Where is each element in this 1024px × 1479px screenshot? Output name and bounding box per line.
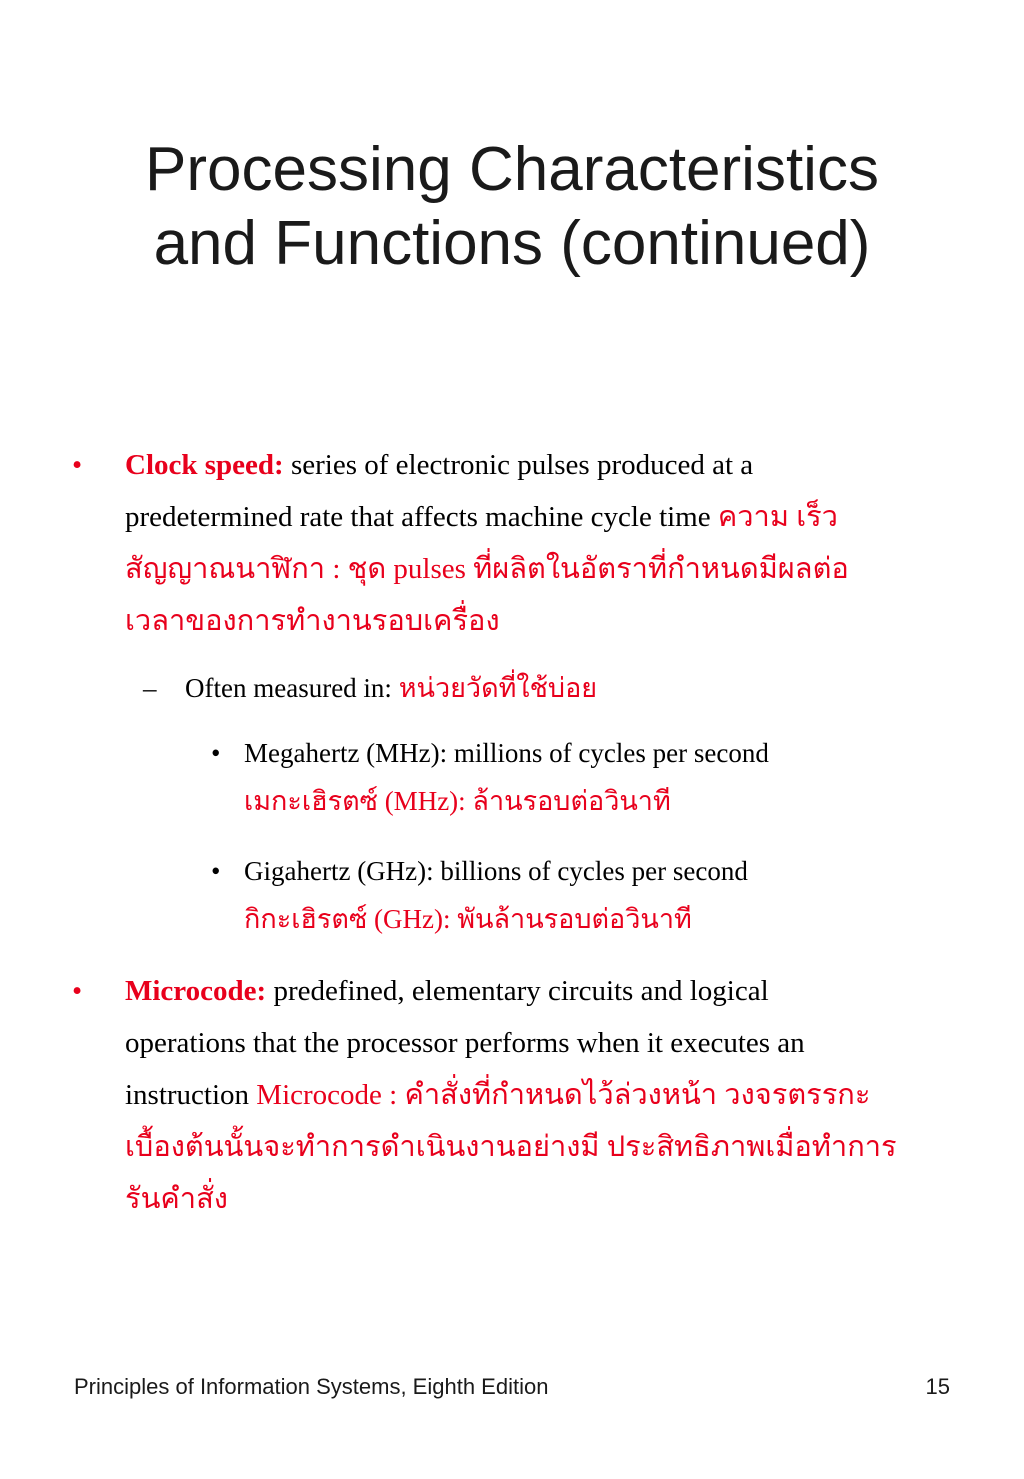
sub-bullet-measured — [185, 664, 945, 712]
clock-speed-thai-line-1: ความ เร็ว — [717, 501, 838, 533]
microcode-thai-line-1: Microcode : คำสั่งที่กำหนดไว้ล่วงหน้า วงจรตรรกะ — [256, 1079, 871, 1111]
clock-speed-thai-line-3: เวลาของการทำงานรอบเครื่อง — [125, 605, 500, 637]
microcode-definition-line-1: predefined, elementary circuits and logical — [266, 975, 769, 1007]
mhz-definition: Megahertz (MHz): millions of cycles per second — [244, 738, 769, 768]
mhz-thai: เมกะเฮิรตซ์ (MHz): ล้านรอบต่อวินาที — [244, 786, 671, 816]
ghz-thai: กิกะเฮิรตซ์ (GHz): พันล้านรอบต่อวินาที — [244, 904, 692, 934]
clock-speed-definition-line-1: series of electronic pulses produced at a — [283, 449, 754, 481]
clock-speed-definition-line-2: predetermined rate that affects machine cycle time — [125, 501, 718, 533]
bullet-clock-speed — [125, 439, 955, 647]
microcode-definition-line-2: operations that the processor performs when it executes an — [125, 1027, 805, 1059]
clock-speed-thai-line-2: สัญญาณนาฬิกา : ชุด pulses ที่ผลิตในอัตราที่กำหนดมีผลต่อ — [125, 553, 849, 585]
microcode-term: Microcode: — [125, 975, 267, 1007]
bullet-marker-clock-speed: • — [72, 449, 83, 481]
footer-source: Principles of Information Systems, Eighth Edition — [74, 1374, 549, 1399]
ghz-definition: Gigahertz (GHz): billions of cycles per second — [244, 856, 748, 886]
microcode-thai-line-2: เบื้องต้นนั้นจะทำการดำเนินงานอย่างมี ประสิทธิภาพเมื่อทำการ — [125, 1131, 897, 1163]
sub-sub-bullet-ghz — [244, 847, 964, 943]
slide-title — [0, 133, 1024, 281]
microcode-thai-line-3: รันคำสั่ง — [125, 1183, 228, 1215]
sub-sub-bullet-marker-mhz: • — [211, 738, 221, 768]
measured-thai: หน่วยวัดที่ใช้บ่อย — [398, 673, 598, 703]
bullet-marker-microcode: • — [72, 975, 83, 1007]
clock-speed-term: Clock speed: — [125, 449, 284, 481]
slide-title-line-2: and Functions (continued) — [153, 209, 871, 278]
microcode-definition-line-3: instruction — [125, 1079, 257, 1111]
sub-sub-bullet-mhz — [244, 729, 964, 825]
measured-label: Often measured in: — [185, 673, 399, 703]
sub-sub-bullet-marker-ghz: • — [211, 856, 221, 886]
page-number: 15 — [925, 1374, 950, 1399]
bullet-microcode — [125, 965, 955, 1225]
sub-bullet-marker-measured: – — [143, 673, 157, 703]
slide-title-line-1: Processing Characteristics — [145, 135, 879, 204]
